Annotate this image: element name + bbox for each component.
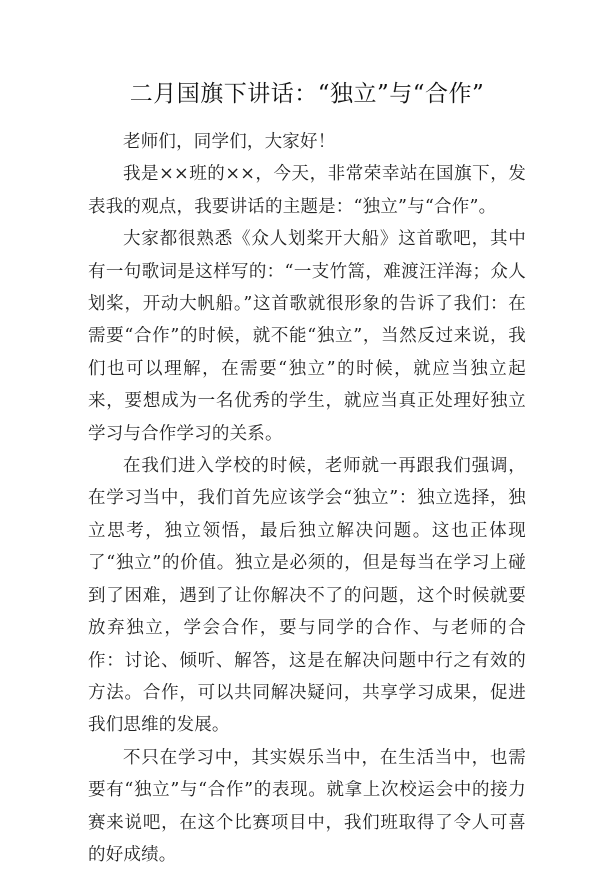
paragraph-song: 大家都很熟悉《众人划桨开大船》这首歌吧，其中有一句歌词是这样写的：“一支竹篙，难渡汪洋海；众人划桨，开动大帆船。”这首歌就很形象的告诉了我们：在需要“合作”的时候，就不能“独立”，当然反过来说，我们也可以理解，在需要“独立”的时候，就应当独立起来，要想成为一名优秀的学生，就应当真正处理好独立学习与合作学习的关系。	[88, 229, 526, 444]
paragraph-introduction: 我是××班的××，今天，非常荣幸站在国旗下，发表我的观点，我要讲话的主题是：“独立”与“合作”。	[88, 164, 526, 217]
paragraph-greeting: 老师们，同学们，大家好！	[123, 132, 336, 152]
paragraph-learning: 在我们进入学校的时候，老师就一再跟我们强调，在学习当中，我们首先应该学会“独立”：独立选择，独立思考，独立领悟，最后独立解决问题。这也正体现了“独立”的价值。独立是必须的，但是每当在学习上碰到了困难，遇到了让你解决不了的问题，这个时候就要放弃独立，学会合作，要与同学的合作、与老师的合作：讨论、倾听、解答，这是在解决问题中行之有效的方法。合作，可以共同解决疑问，共享学习成果，促进我们思维的发展。	[88, 456, 526, 736]
document-title: 二月国旗下讲话：“独立”与“合作”	[129, 81, 485, 107]
paragraph-life: 不只在学习中，其实娱乐当中，在生活当中，也需要有“独立”与“合作”的表现。就拿上次校运会中的接力赛来说吧，在这个比赛项目中，我们班取得了令人可喜的好成绩。	[88, 747, 526, 865]
